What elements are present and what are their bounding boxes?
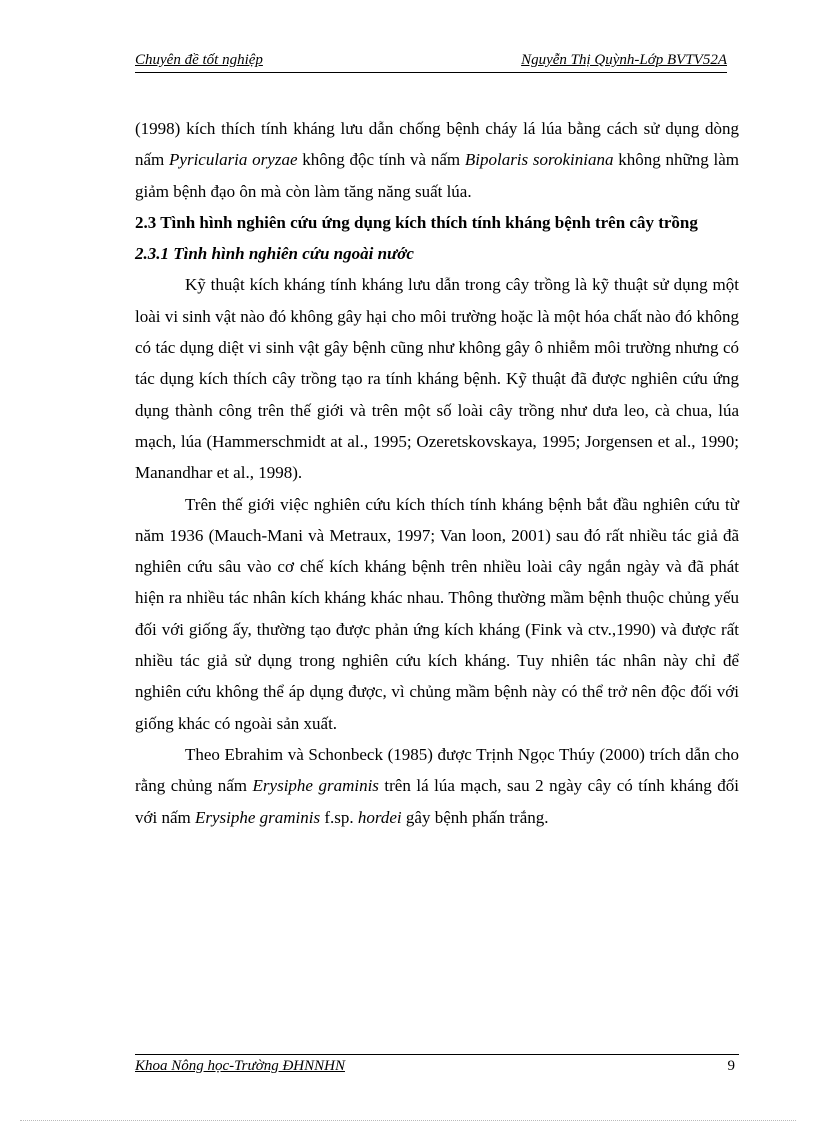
text-run: f.sp. — [320, 807, 358, 827]
section-heading-2-3: 2.3 Tình hình nghiên cứu ứng dụng kích thích tính kháng bệnh trên cây trồng — [135, 212, 698, 232]
text-run: không độc tính và nấm — [297, 150, 465, 170]
page-header — [135, 50, 727, 73]
paragraph-continuation — [135, 113, 739, 207]
species-name: hordei — [357, 807, 402, 827]
species-name: Pyricularia oryzae — [169, 150, 298, 170]
page-body — [135, 113, 739, 833]
text-run: gây bệnh phấn trắng. — [401, 807, 549, 827]
page-footer — [135, 1054, 739, 1079]
section-heading-2-3-1: 2.3.1 Tình hình nghiên cứu ngoài nước — [135, 244, 414, 264]
text-run: không những làm giảm bệnh đạo ôn mà còn làm tăng năng suất lúa. — [135, 150, 739, 201]
footer-institution: Khoa Nông học-Trường ĐHNNHN — [135, 1058, 345, 1074]
paragraph-induced-resistance: Kỹ thuật kích kháng tính kháng lưu dẫn trong cây trồng là kỹ thuật sử dụng một loài vi sinh vật nào đó không gây hại cho môi trường hoặc là một hóa chất nào đó không có tác dụng diệt vi sinh vật gây bệnh cũng như không gây ô nhiễm môi trường nhưng có tác dụng kích thích cây trồng tạo ra tính kháng bệnh. Kỹ thuật đã được nghiên cứu ứng dụng thành công trên thế giới và trên một số loài cây trồng như dưa leo, cà chua, lúa mạch, lúa (Hammerschmidt at al., 1995; Ozeretskovskaya, 1995; Jorgensen et al., 1990; Manandhar et al., 1998). — [135, 275, 739, 483]
page-number: 9 — [727, 1058, 735, 1074]
header-document-title: Chuyên đề tốt nghiệp — [135, 52, 263, 68]
text-run: trên lá lúa mạch, sau 2 ngày cây có tính kháng đối với nấm — [135, 776, 739, 827]
species-name: Erysiphe graminis — [194, 807, 321, 827]
paragraph-ebrahim — [135, 739, 739, 833]
text-run: Theo Ebrahim và Schonbeck (1985) được Trịnh Ngọc Thúy (2000) trích dẫn cho rằng chủng nấm — [135, 744, 739, 796]
page-bottom-divider — [20, 1120, 796, 1121]
paragraph-world-research: Trên thế giới việc nghiên cứu kích thích tính kháng bệnh bắt đầu nghiên cứu từ năm 1936 (Mauch-Mani và Metraux, 1997; Van loon, 2001) sau đó rất nhiều tác giả đã nghiên cứu sâu vào cơ chế kích kháng bệnh trên nhiều loài cây ngắn ngày và đã phát hiện ra nhiều tác nhân kích kháng khác nhau. Thông thường mầm bệnh thuộc chủng yếu đối với giống ấy, thường tạo được phản ứng kích kháng (Fink và ctv.,1990) và được rất nhiều tác giả sử dụng trong nghiên cứu kích kháng. Tuy nhiên tác nhân này chỉ để nghiên cứu không thể áp dụng được, vì chủng mầm bệnh này có thể trở nên độc đối với giống khác có ngoài sản xuất. — [135, 494, 739, 733]
text-run: (1998) kích thích tính kháng lưu dẫn chống bệnh cháy lá lúa bằng cách sử dụng dòng nấm — [135, 119, 739, 170]
species-name: Bipolaris sorokiniana — [464, 150, 614, 170]
header-author: Nguyễn Thị Quỳnh-Lớp BVTV52A — [521, 52, 727, 68]
species-name: Erysiphe graminis — [252, 776, 379, 796]
